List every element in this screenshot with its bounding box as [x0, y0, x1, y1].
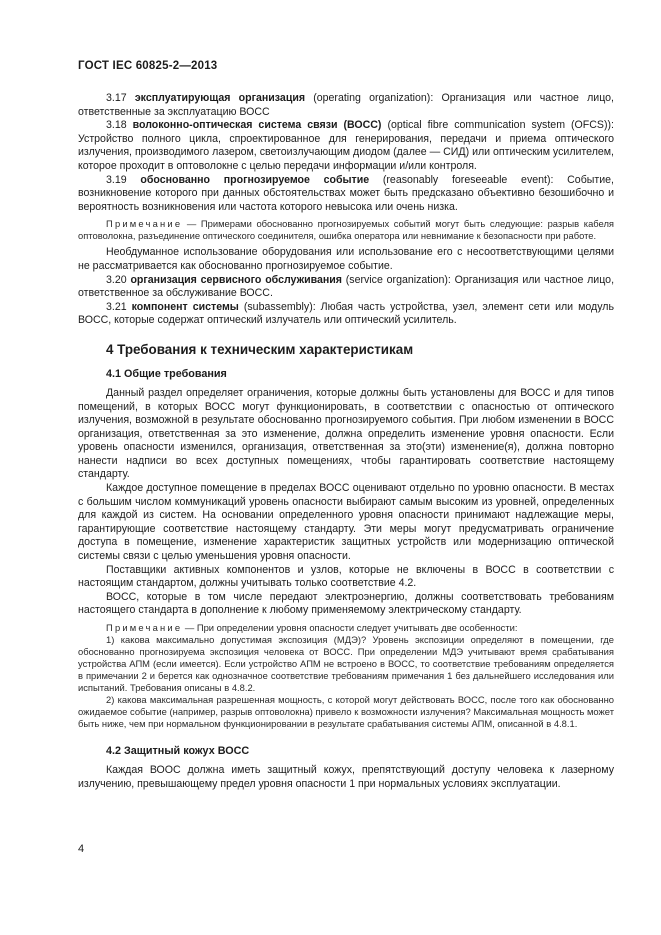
paragraph: Данный раздел определяет ограничения, которые должны быть установлены для ВОСС и для типов помещений, в которых ВОСС могут функционировать, в соответствии с опасностью от оптического излучения, возможной в результате обоснованно прогнозируемого события. При любом изменении в ВОСС организация, ответственная за это изменение, должна определить изменение уровня опасности. Если уровень опасности изменился, организация, ответственная за это(эти) изменение(я), должна повторно нанести надписи во всех доступных помещениях, чтобы гарантировать соответствие настоящему стандарту.: [78, 386, 614, 481]
paragraph: Каждая ВООС должна иметь защитный кожух, препятствующий доступу человека к лазерному излучению, превышающему предел уровня опасности 1 при нормальных условиях эксплуатации.: [78, 764, 614, 790]
term-number: 3.17: [106, 92, 127, 104]
term-definition: (service organization): Организация или частное лицо, ответственное за обслуживание ВОСС.: [78, 273, 615, 300]
subsection-heading: 4.1 Общие требования: [106, 367, 227, 380]
page-number: 4: [78, 843, 85, 855]
term-3-17: [78, 92, 614, 119]
paragraph: Каждое доступное помещение в пределах ВОСС оценивают отдельно по уровню опасности. В местах с большим числом коммуникаций уровень опасности выбирают самым высоким из уровней, определенных для каждой из систем. На основании определенного уровня опасности принимают надлежащие меры, гарантирующие соответствие настоящему стандарту. Эти меры могут предусматривать ограничение доступа в помещение, изменение характеристик защитных устройств или модернизацию оптической системы связи с целью уменьшения уровня опасности.: [78, 482, 614, 563]
document-header: ГОСТ IEC 60825-2—2013: [78, 60, 218, 72]
term-definition: (subassembly): Любая часть устройства, узел, элемент сети или модуль ВОСС, которые содержат оптический излучатель или оптический усилитель.: [78, 300, 614, 327]
term-definition: (operating organization): Организация или частное лицо, ответственные за эксплуатацию ВОСС: [78, 92, 614, 118]
term-number: 3.18: [106, 119, 127, 132]
paragraph: ВОСС, которые в том числе передают электроэнергию, должны соответствовать требованиям настоящего стандарта в дополнение к любому применяемому электрическому стандарту.: [78, 590, 614, 617]
note-item-2: 2) какова максимальная разрешенная мощность, с которой могут действовать ВОСС, после того как обоснованно ожидаемое событие (например, разрыв оптоволокна) привело к возможности излучения? Максимальная мощность может быть ниже, чем при нормальном функционировании в результате срабатывания системы АПМ, описанной в 4.8.1.: [78, 694, 614, 729]
subsection-heading: 4.2 Защитный кожух ВОСС: [106, 745, 250, 757]
term-definition: (optical fibre communication system (OFCS)): Устройство полного цикла, спроектированное для генерирования, передачи и приема оптического излучения, производимого лазером, светоизлучающим диодом (далее — СИД) или оптическим усилителем, которое проходит в оптоволокне с целью передачи информации и/или контроля.: [78, 119, 614, 172]
term-3-19: [78, 174, 614, 215]
note-text: — Примерами обоснованно прогнозируемых событий могут быть следующие: разрыв кабеля оптоволокна, разъединение оптического соединителя, ошибка оператора или невнимание к безопасности при работе.: [78, 218, 614, 242]
note-3-19: [78, 218, 614, 242]
term-3-21: [78, 301, 614, 328]
term-3-20: [78, 274, 614, 301]
document-body: [78, 92, 614, 791]
term-number: 3.21: [106, 300, 127, 313]
note-label: Примечание: [106, 622, 183, 633]
term-name: волоконно-оптическая система связи (ВОСС): [132, 119, 382, 132]
term-name: эксплуатирующая организация: [134, 92, 306, 104]
note-label: Примечание: [106, 218, 183, 230]
paragraph: Необдуманное использование оборудования или использование его с несоответствующими целями не рассматривается как обоснованно прогнозируемое событие.: [78, 246, 614, 272]
term-name: обоснованно прогнозируемое событие: [140, 173, 370, 186]
section-heading: 4 Требования к техническим характеристикам: [106, 341, 414, 357]
term-definition: (reasonably foreseeable event): Событие, возникновение которого при данных обстоятельствах может быть предсказано объективно безошибочно и вероятность возникновения или частота которого невысока или очень низка.: [78, 173, 614, 213]
note-4-1: [78, 622, 614, 634]
term-3-18: [78, 119, 614, 173]
note-text: — При определении уровня опасности следует учитывать две особенности:: [182, 622, 518, 633]
term-number: 3.20: [106, 273, 127, 286]
note-item-1: 1) какова максимально допустимая экспозиция (МДЭ)? Уровень экспозиции определяют в помещении, где обоснованно прогнозируема экспозиция человека от ВОСС. При определении МДЭ учитывают время срабатывания устройства АПМ (если имеется). Если устройство АПМ не встроено в ВОСС, то соответствие требованиям определяется в примечании 2 и берется как однозначное соответствие требованиям примечания 1 без дальнейшего исследования или испытаний. Требования описаны в 4.8.2.: [78, 634, 614, 693]
paragraph: Поставщики активных компонентов и узлов, которые не включены в ВОСС в соответствии с настоящим стандартом, должны учитывать только соответствие 4.2.: [78, 563, 614, 590]
term-name: компонент системы: [131, 300, 239, 313]
term-name: организация сервисного обслуживания: [130, 273, 342, 286]
term-number: 3.19: [106, 173, 127, 186]
